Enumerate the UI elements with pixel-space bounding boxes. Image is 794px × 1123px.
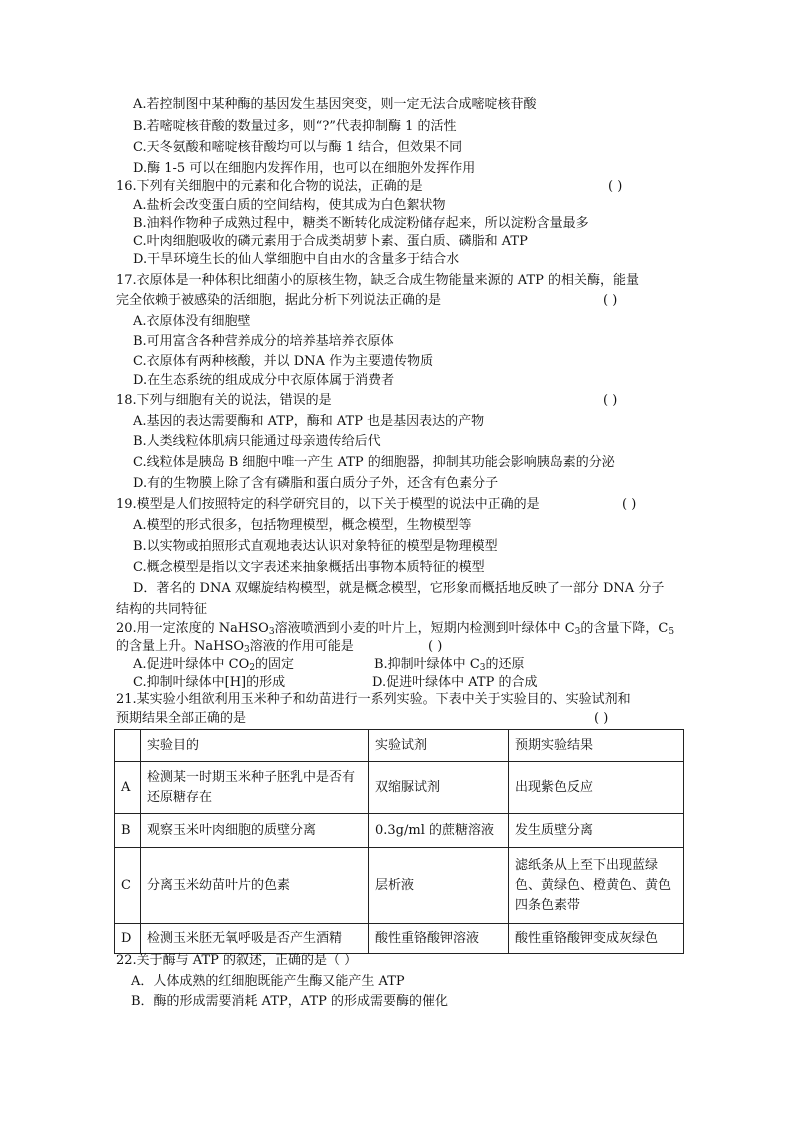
q19-stem: 19.模型是人们按照特定的科学研究目的，以下关于模型的说法中正确的是 [116,497,540,512]
q17-stem-line1: 17.衣原体是一种体积比细菌小的原核生物，缺乏合成生物能量来源的 ATP 的相关酶，能量 [116,273,640,288]
table-cell: C [115,848,141,924]
q21-stem-line2: 预期结果全部正确的是 [116,711,247,726]
table-header-row [115,730,684,762]
table-row [115,814,684,848]
table-cell: 检测某一时期玉米种子胚乳中是否有还原糖存在 [141,762,369,814]
q20-option-b: B.抑制叶绿体中 $C_3$的还原 [374,657,525,673]
table-header-cell [115,730,141,762]
table-cell: 观察玉米叶肉细胞的质壁分离 [141,814,369,848]
q17-option-a: A.衣原体没有细胞壁 [133,314,251,329]
q21-experiment-table [114,729,684,954]
q17-option-b: B.可用富含各种营养成分的培养基培养衣原体 [133,334,394,349]
table-cell: 检测玉米胚无氧呼吸是否产生酒精 [141,924,369,954]
q19-option-d: D．著名的 DNA 双螺旋结构模型，就是概念模型，它形象而概括地反映了一部分 DNA 分子 [133,581,665,596]
table-cell: 发生质壁分离 [509,814,684,848]
q17-stem-line2: 完全依赖于被感染的活细胞，据此分析下列说法正确的是 [116,293,442,308]
q17-answer-paren: ( ) [603,293,618,308]
q17-option-d: D.在生态系统的组成成分中衣原体属于消费者 [133,373,395,388]
q15-option-b: B.若嘧啶核苷酸的数量过多，则“?”代表抑制酶 1 的活性 [133,119,457,134]
table-cell: 滤纸条从上至下出现蓝绿色、黄绿色、橙黄色、黄色四条色素带 [509,848,684,924]
q18-option-d: D.有的生物膜上除了含有磷脂和蛋白质分子外，还含有色素分子 [133,476,499,491]
table-row [115,924,684,954]
q15-option-c: C.天冬氨酸和嘧啶核苷酸均可以与酶 1 结合，但效果不同 [133,140,463,155]
table-cell: 酸性重铬酸钾溶液 [369,924,509,954]
table-cell: 酸性重铬酸钾变成灰绿色 [509,924,684,954]
q19-option-d-continued: 结构的共同特征 [116,602,208,617]
table-cell: B [115,814,141,848]
q15-option-a: A.若控制图中某种酶的基因发生基因突变，则一定无法合成嘧啶核苷酸 [133,97,537,112]
q19-option-c: C.概念模型是指以文字表述来抽象概括出事物本质特征的模型 [133,560,485,575]
table-cell: 双缩脲试剂 [369,762,509,814]
q16-option-b: B.油料作物种子成熟过程中，糖类不断转化成淀粉储存起来，所以淀粉含量最多 [133,216,589,231]
q21-answer-paren: ( ) [594,711,609,726]
table-row [115,848,684,924]
q19-option-a: A.模型的形式很多，包括物理模型，概念模型，生物模型等 [133,518,472,533]
q19-answer-paren: ( ) [622,497,637,512]
table-cell: D [115,924,141,954]
table-cell: 出现紫色反应 [509,762,684,814]
q18-stem: 18.下列与细胞有关的说法，错误的是 [116,393,332,408]
q22-stem: 22.关于酶与 ATP 的叙述，正确的是（ ） [116,953,358,968]
table-row [115,762,684,814]
q20-option-c: C.抑制叶绿体中[H]的形成 [133,675,286,690]
q20-answer-paren: ( ) [428,639,443,654]
q19-option-b: B.以实物或拍照形式直观地表达认识对象特征的模型是物理模型 [133,539,498,554]
q18-answer-paren: ( ) [603,393,618,408]
q17-option-c: C.衣原体有两种核酸，并以 DNA 作为主要遗传物质 [133,354,434,369]
table-header-cell: 实验试剂 [369,730,509,762]
table-cell: A [115,762,141,814]
q16-option-d: D.干旱环境生长的仙人掌细胞中自由水的含量多于结合水 [133,252,460,267]
table-cell: 分离玉米幼苗叶片的色素 [141,848,369,924]
q18-option-c: C.线粒体是胰岛 B 细胞中唯一产生 ATP 的细胞器，抑制其功能会影响胰岛素的分泌 [133,455,615,470]
q16-stem: 16.下列有关细胞中的元素和化合物的说法，正确的是 [116,179,423,194]
q20-option-a: A.促进叶绿体中 $CO_2$的固定 [133,657,295,673]
q20-stem-line1: 20.用一定浓度的 NaHSO$_3$溶液喷洒到小麦的叶片上，短期内检测到叶绿体中 $C_3$的含量下降，$C_5$ [116,621,675,637]
q20-option-d: D.促进叶绿体中 ATP 的合成 [372,675,538,690]
table-cell: 层析液 [369,848,509,924]
q16-answer-paren: ( ) [608,179,623,194]
table-header-cell: 预期实验结果 [509,730,684,762]
q20-stem-line2: 的含量上升。NaHSO$_3$溶液的作用可能是 [116,639,354,655]
table-cell: 0.3g/ml 的蔗糖溶液 [369,814,509,848]
q16-option-c: C.叶肉细胞吸收的磷元素用于合成类胡萝卜素、蛋白质、磷脂和 ATP [133,234,528,249]
q22-option-a: A．人体成熟的红细胞既能产生酶又能产生 ATP [131,974,405,989]
q21-stem-line1: 21.某实验小组欲利用玉米种子和幼苗进行一系列实验。下表中关于实验目的、实验试剂和 [116,692,631,707]
q15-option-d: D.酶 1-5 可以在细胞内发挥作用，也可以在细胞外发挥作用 [133,161,476,176]
q16-option-a: A.盐析会改变蛋白质的空间结构，使其成为白色絮状物 [133,198,446,213]
table-header-cell: 实验目的 [141,730,369,762]
q18-option-b: B.人类线粒体肌病只能通过母亲遗传给后代 [133,434,381,449]
q22-option-b: B．酶的形成需要消耗 ATP，ATP 的形成需要酶的催化 [131,994,449,1009]
q18-option-a: A.基因的表达需要酶和 ATP，酶和 ATP 也是基因表达的产物 [133,414,485,429]
